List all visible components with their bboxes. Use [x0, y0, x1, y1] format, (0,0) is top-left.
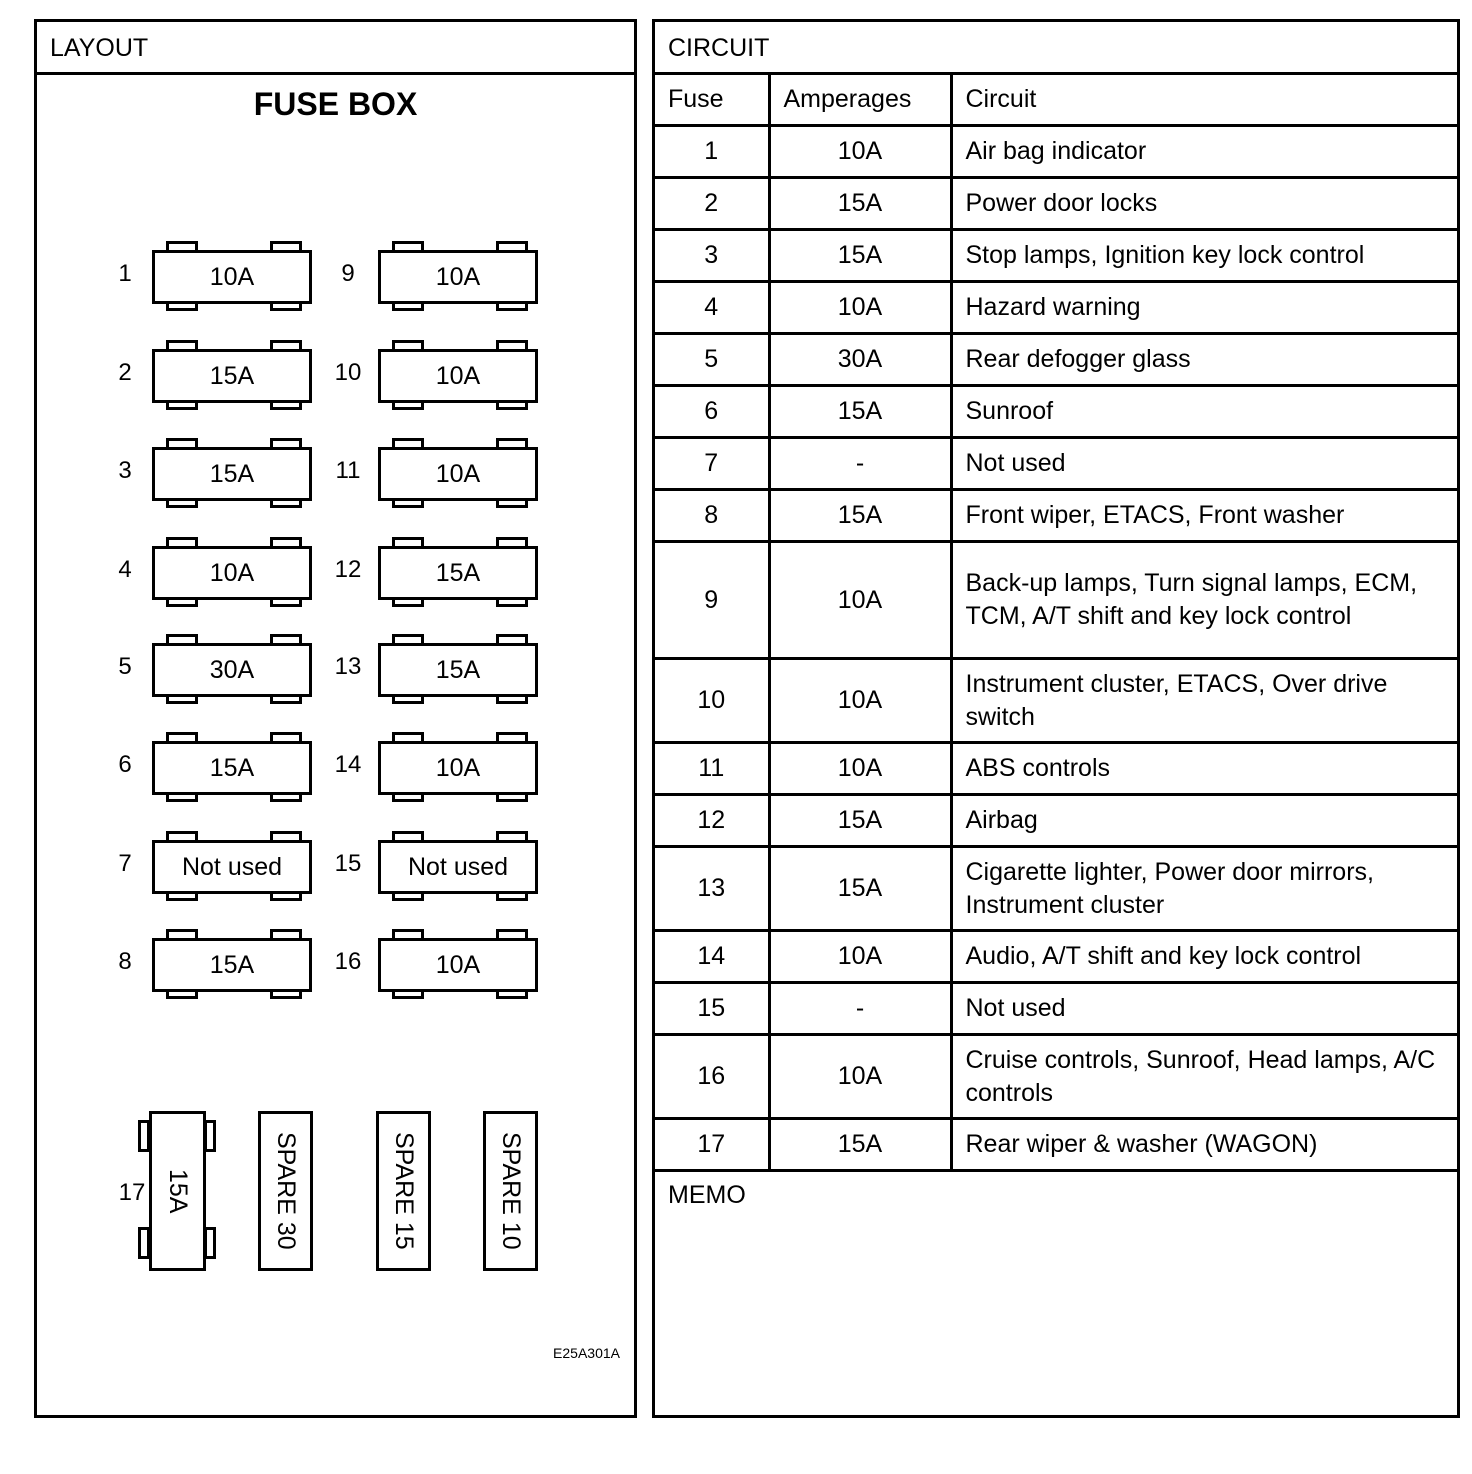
- circuit-cell: Not used: [951, 438, 1457, 490]
- fuse-number: 6: [118, 751, 132, 778]
- amperage-cell: 10A: [769, 931, 951, 983]
- fuse-body: 10A: [378, 349, 538, 403]
- amperage-cell: 10A: [769, 282, 951, 334]
- spare-label: SPARE 15: [390, 1132, 418, 1250]
- fuse-number-cell: 4: [655, 282, 769, 334]
- table-row: [655, 847, 1457, 931]
- circuit-cell: Back-up lamps, Turn signal lamps, ECM, TCM, A/T shift and key lock control: [951, 542, 1457, 659]
- fuse-number-cell: 12: [655, 795, 769, 847]
- amperage-cell: 15A: [769, 230, 951, 282]
- circuit-cell: Stop lamps, Ignition key lock control: [951, 230, 1457, 282]
- fuse-number-cell: 14: [655, 931, 769, 983]
- circuit-cell: Rear wiper & washer (WAGON): [951, 1119, 1457, 1171]
- fuse-number: 7: [118, 850, 132, 877]
- fuse-body: 15A: [152, 349, 312, 403]
- fuse-body: 15A: [378, 546, 538, 600]
- fuse-body: 10A: [378, 250, 538, 304]
- circuit-table-body: [655, 126, 1457, 1171]
- fuse-number: 1: [118, 260, 132, 287]
- fuse-number-cell: 15: [655, 983, 769, 1035]
- amperage-cell: 30A: [769, 334, 951, 386]
- amperage-cell: -: [769, 438, 951, 490]
- fuse-body: 10A: [152, 546, 312, 600]
- table-row: [655, 743, 1457, 795]
- spare-fuse-slot: [483, 1111, 538, 1271]
- fuse-box-title: FUSE BOX: [253, 86, 418, 122]
- fuse-number: 8: [118, 948, 132, 975]
- fuse-body: 10A: [378, 447, 538, 501]
- fuse-number-cell: 3: [655, 230, 769, 282]
- spare-fuse-slot: [258, 1111, 313, 1271]
- circuit-cell: Air bag indicator: [951, 126, 1457, 178]
- layout-panel: [34, 19, 637, 1418]
- fuse-body: 10A: [378, 938, 538, 992]
- fuse-number-cell: 6: [655, 386, 769, 438]
- figure-code: E25A301A: [553, 1345, 620, 1361]
- fuse-number-cell: 16: [655, 1035, 769, 1119]
- circuit-cell: Airbag: [951, 795, 1457, 847]
- fuse-number: 2: [118, 359, 132, 386]
- amperage-cell: 10A: [769, 659, 951, 743]
- memo-label: MEMO: [668, 1181, 746, 1209]
- fuse-number-cell: 5: [655, 334, 769, 386]
- fuse-body: 15A: [152, 741, 312, 795]
- circuit-cell: Not used: [951, 983, 1457, 1035]
- fuse-number-cell: 11: [655, 743, 769, 795]
- fuse-number-cell: 17: [655, 1119, 769, 1171]
- fuse-number: 11: [335, 457, 361, 484]
- fuse-body: 10A: [152, 250, 312, 304]
- fuse-number: 13: [334, 653, 362, 680]
- fuse-number-cell: 8: [655, 490, 769, 542]
- table-row: [655, 983, 1457, 1035]
- table-row: [655, 490, 1457, 542]
- fuse-body: Not used: [378, 840, 538, 894]
- fuse-number: 3: [118, 457, 132, 484]
- table-row: [655, 931, 1457, 983]
- circuit-cell: Rear defogger glass: [951, 334, 1457, 386]
- fuse-number-cell: 7: [655, 438, 769, 490]
- amperage-cell: 15A: [769, 1119, 951, 1171]
- amperage-cell: 10A: [769, 743, 951, 795]
- fuse-body: 15A: [378, 643, 538, 697]
- layout-header: LAYOUT: [37, 22, 634, 75]
- fuse-body: Not used: [152, 840, 312, 894]
- amperage-cell: 15A: [769, 795, 951, 847]
- table-row: [655, 659, 1457, 743]
- fuse-number-cell: 10: [655, 659, 769, 743]
- fuse-body: 30A: [152, 643, 312, 697]
- fuse-number: 10: [334, 359, 362, 386]
- amperage-cell: 15A: [769, 386, 951, 438]
- fuse-number-cell: 13: [655, 847, 769, 931]
- fuse-number: 15: [334, 850, 362, 877]
- circuit-cell: Cruise controls, Sunroof, Head lamps, A/C controls: [951, 1035, 1457, 1119]
- table-row: [655, 126, 1457, 178]
- circuit-header: CIRCUIT: [655, 22, 1457, 75]
- table-row: [655, 282, 1457, 334]
- table-header-row: [655, 74, 1457, 126]
- table-row: [655, 542, 1457, 659]
- fuse-number: 9: [341, 260, 355, 287]
- fuse-number: 16: [334, 948, 362, 975]
- column-header-fuse: Fuse: [655, 74, 769, 126]
- spare-label: SPARE 30: [272, 1132, 300, 1250]
- fuse-number-cell: 1: [655, 126, 769, 178]
- table-row: [655, 1035, 1457, 1119]
- fuse17-body: [149, 1111, 206, 1271]
- fuse-number-cell: 2: [655, 178, 769, 230]
- amperage-cell: 15A: [769, 847, 951, 931]
- amperage-cell: 10A: [769, 542, 951, 659]
- table-row: [655, 178, 1457, 230]
- fuse-body: 10A: [378, 741, 538, 795]
- column-header-amperages: Amperages: [769, 74, 951, 126]
- table-row: [655, 334, 1457, 386]
- circuit-cell: Power door locks: [951, 178, 1457, 230]
- circuit-panel: [652, 19, 1460, 1418]
- table-row: [655, 795, 1457, 847]
- circuit-cell: Sunroof: [951, 386, 1457, 438]
- table-row: [655, 230, 1457, 282]
- fuse-body: 15A: [152, 938, 312, 992]
- circuit-cell: Cigarette lighter, Power door mirrors, Instrument cluster: [951, 847, 1457, 931]
- circuit-cell: Front wiper, ETACS, Front washer: [951, 490, 1457, 542]
- fuse-number: 12: [334, 556, 362, 583]
- fuse-number: 14: [334, 751, 362, 778]
- amperage-cell: -: [769, 983, 951, 1035]
- table-row: [655, 438, 1457, 490]
- fuse-body: 15A: [152, 447, 312, 501]
- amperage-cell: 10A: [769, 1035, 951, 1119]
- fuse17-number: 17: [118, 1179, 146, 1206]
- circuit-table: [655, 72, 1457, 1172]
- column-header-circuit: Circuit: [951, 74, 1457, 126]
- amperage-cell: 10A: [769, 126, 951, 178]
- spare-fuse-slot: [376, 1111, 431, 1271]
- circuit-cell: Instrument cluster, ETACS, Over drive switch: [951, 659, 1457, 743]
- table-row: [655, 386, 1457, 438]
- fuse-number: 5: [118, 653, 132, 680]
- fuse-number-cell: 9: [655, 542, 769, 659]
- amperage-cell: 15A: [769, 490, 951, 542]
- circuit-cell: ABS controls: [951, 743, 1457, 795]
- fuse17-label: 15A: [164, 1168, 192, 1214]
- spare-label: SPARE 10: [497, 1132, 525, 1250]
- table-row: [655, 1119, 1457, 1171]
- circuit-cell: Audio, A/T shift and key lock control: [951, 931, 1457, 983]
- circuit-cell: Hazard warning: [951, 282, 1457, 334]
- fuse-number: 4: [118, 556, 132, 583]
- amperage-cell: 15A: [769, 178, 951, 230]
